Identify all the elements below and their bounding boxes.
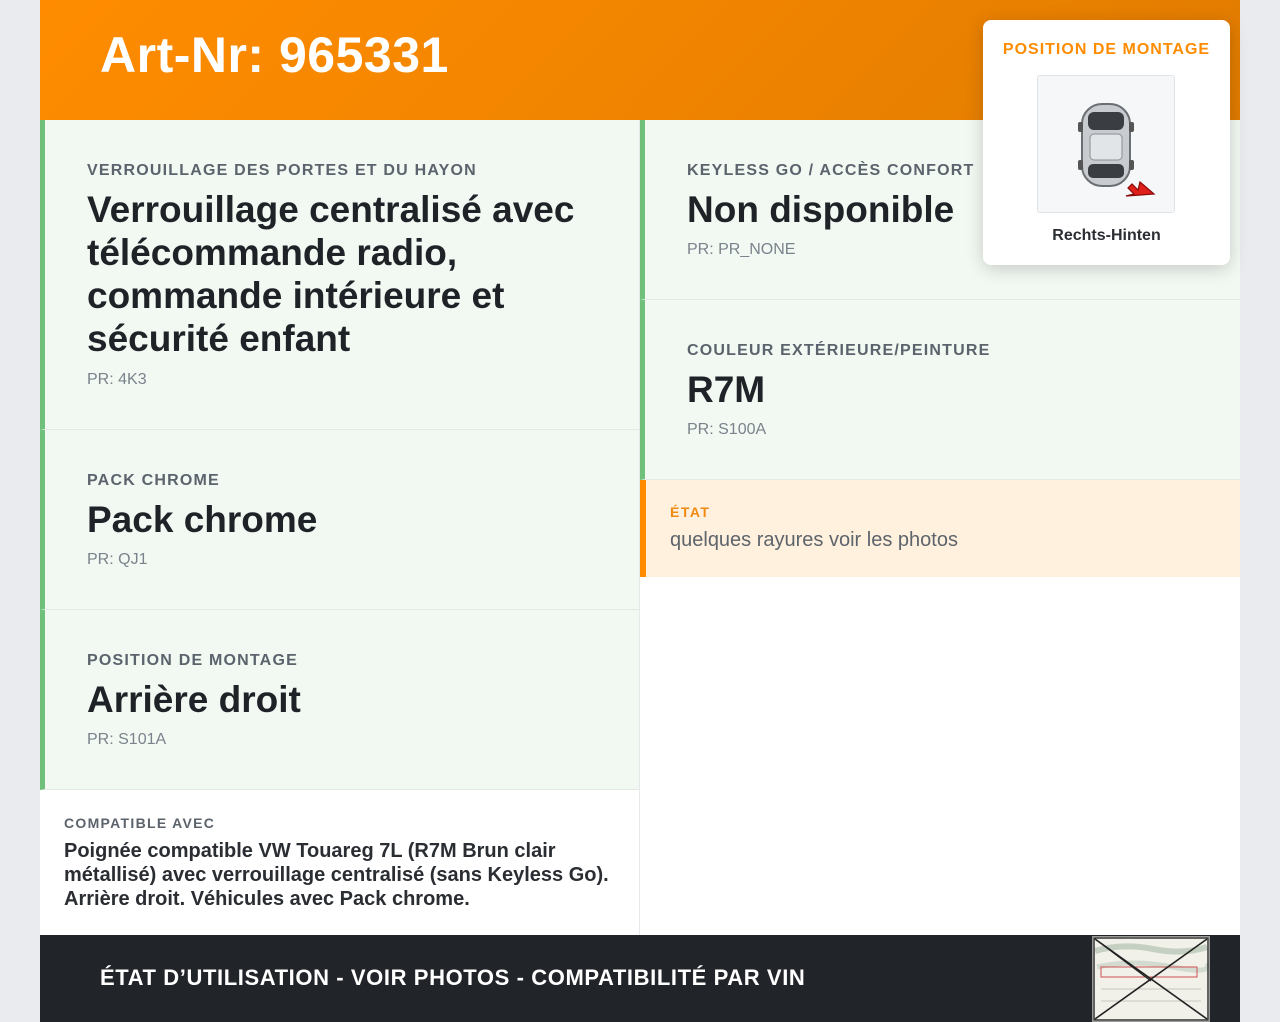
condition-label: ÉTAT [670, 504, 711, 520]
card-label: POSITION DE MONTAGE [87, 652, 298, 669]
card-pr-code: PR: QJ1 [87, 551, 148, 568]
card-label: KEYLESS GO / ACCÈS CONFORT [687, 162, 975, 179]
car-top-view-icon [1038, 76, 1174, 212]
condition-text: quelques rayures voir les photos [670, 529, 958, 551]
card-door-locking [40, 120, 639, 430]
mounting-position-popup [983, 20, 1230, 265]
card-pr-code: PR: PR_NONE [687, 241, 796, 258]
card-value: Non disponible [687, 189, 955, 230]
card-chrome-pack [40, 430, 639, 610]
compatibility-section [40, 790, 639, 935]
car-position-image [1037, 75, 1175, 213]
card-exterior-color [640, 300, 1240, 480]
card-mounting-position [40, 610, 639, 790]
card-pr-code: PR: S101A [87, 731, 167, 748]
card-label: COULEUR EXTÉRIEURE/PEINTURE [687, 342, 991, 359]
card-pr-code: PR: 4K3 [87, 371, 147, 388]
card-value: R7M [687, 369, 766, 410]
page-title: Art-Nr: 965331 [100, 27, 449, 83]
card-value: Pack chrome [87, 499, 318, 540]
condition-note [640, 480, 1240, 577]
card-value: Arrière droit [87, 679, 301, 720]
card-label: PACK CHROME [87, 472, 220, 489]
compat-text: Poignée compatible VW Touareg 7L (R7M Brun clair métallisé) avec verrouillage centralisé (sans Keyless Go). Arrière droit. Véhicules avec Pack chrome. [64, 840, 609, 910]
document-thumbnail-icon [1092, 936, 1210, 1022]
compat-label: COMPATIBLE AVEC [64, 815, 216, 831]
card-value: Verrouillage centralisé avec télécommande radio, commande intérieure et sécurité enfant [87, 189, 575, 359]
card-pr-code: PR: S100A [687, 421, 767, 438]
footer-text: ÉTAT D’UTILISATION - VOIR PHOTOS - COMPATIBILITÉ PAR VIN [100, 965, 806, 990]
footer-bar [40, 935, 1240, 1022]
card-label: VERROUILLAGE DES PORTES ET DU HAYON [87, 162, 477, 179]
popup-title: POSITION DE MONTAGE [1002, 41, 1211, 58]
popup-caption: Rechts-Hinten [1052, 227, 1161, 244]
